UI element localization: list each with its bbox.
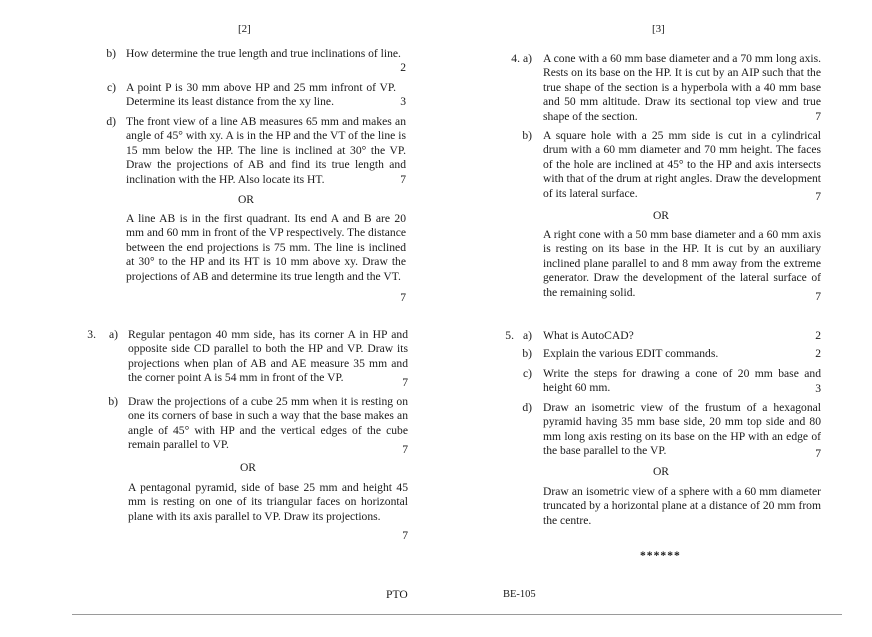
item-label: a) — [522, 52, 532, 65]
question-number: 5. — [505, 329, 514, 342]
or-separator: OR — [652, 465, 670, 478]
footer-paper-code: BE-105 — [503, 589, 536, 600]
item-label: b) — [108, 395, 118, 408]
item-text: Explain the various EDIT commands. — [543, 347, 719, 360]
or-separator: OR — [237, 193, 255, 206]
item-label: a) — [108, 328, 118, 341]
item-marks: 7 — [815, 447, 821, 460]
item-text: Draw the projections of a cube 25 mm when it is resting on one its corners of base in such a way that the base makes an angle of 45° with HP and the vertical edges of the cube remain parallel to VP. — [128, 395, 408, 452]
item-text: A point P is 30 mm above HP and 25 mm infront of VP. Determine its least distance from the xy line. — [126, 81, 396, 109]
item-label: a) — [522, 329, 532, 342]
item-marks: 7 — [402, 376, 408, 389]
end-marker: ****** — [640, 549, 681, 562]
item-marks: 2 — [815, 329, 821, 342]
item-label: b) — [106, 47, 116, 60]
item-marks: 7 — [402, 443, 408, 456]
item-text: Draw an isometric view of the frustum of a hexagonal pyramid having 35 mm base side, 20 mm top side and 80 mm long axis resting on its base on the HP with an edge of the base parallel to the VP. — [543, 401, 821, 458]
left-page-number: [2] — [238, 23, 251, 35]
item-label: d) — [106, 115, 116, 128]
question-number: 3. — [87, 328, 96, 341]
item-marks: 7 — [815, 290, 821, 303]
item-marks: 7 — [815, 110, 821, 123]
item-label: c) — [106, 81, 116, 94]
item-text: What is AutoCAD? — [543, 329, 634, 342]
item-text: Regular pentagon 40 mm side, has its corner A in HP and opposite side CD parallel to both the HP and VP. Draw its projections when plan of AB and AE measure 35 mm and the corner point A is 54 mm in front of the VP. — [128, 328, 408, 385]
item-label: b) — [522, 347, 532, 360]
bottom-rule — [72, 614, 842, 615]
item-text: Draw an isometric view of a sphere with a 60 mm diameter truncated by a horizontal plane at a distance of 20 mm from the centre. — [543, 485, 821, 527]
item-text: A square hole with a 25 mm side is cut in a cylindrical drum with a 60 mm diameter and 70 mm height. The faces of the hole are inclined at 45° to the HP and axis intersects with that of the drum at right angles. Draw the development of its lateral surface. — [543, 129, 821, 200]
item-marks: 2 — [815, 347, 821, 360]
item-label: b) — [522, 129, 532, 142]
item-marks: 7 — [400, 291, 406, 304]
item-text: A cone with a 60 mm base diameter and a 70 mm long axis. Rests on its base on the HP. It is cut by an AIP such that the true shape of the section is a hyperbola with a 40 mm base and 50 mm altitude. Draw its sectional top view and true shape of the section. — [543, 52, 821, 123]
question-number: 4. — [511, 52, 520, 65]
item-label: d) — [522, 401, 532, 414]
or-separator: OR — [239, 461, 257, 474]
item-text: How determine the true length and true inclinations of line. — [126, 47, 401, 60]
item-marks: 2 — [400, 61, 406, 74]
footer-pto: PTO — [386, 588, 408, 601]
item-label: c) — [522, 367, 532, 380]
item-text: A pentagonal pyramid, side of base 25 mm and height 45 mm is resting on one of its triangular faces on horizontal plane with its axis parallel to VP. Draw its projections. — [128, 481, 408, 523]
item-marks: 3 — [815, 382, 821, 395]
item-marks: 7 — [400, 173, 406, 186]
item-marks: 7 — [402, 529, 408, 542]
or-separator: OR — [652, 209, 670, 222]
right-page-number: [3] — [652, 23, 665, 35]
item-marks: 7 — [815, 190, 821, 203]
item-text: The front view of a line AB measures 65 mm and makes an angle of 45° with xy. A is in the HP and the VT of the line is 15 mm below the HP. The line is inclined at 30° the VP. Draw the projections of AB and find its true length and inclination with the HP. Also locate its HT. — [126, 115, 406, 186]
item-text: A right cone with a 50 mm base diameter and a 60 mm axis is resting on its base in the HP. It is cut by an auxiliary inclined plane parallel to and 8 mm away from the extreme generator. Draw the development of the lateral surface of the remaining solid. — [543, 228, 821, 299]
item-marks: 3 — [400, 95, 406, 108]
item-text: Write the steps for drawing a cone of 20 mm base and height 60 mm. — [543, 367, 821, 395]
item-text: A line AB is in the first quadrant. Its end A and B are 20 mm and 60 mm in front of the VP respectively. The distance between the end projections is 75 mm. The line is inclined at 30° to the HP and its HT is 10 mm above xy. Draw the projections of AB and determine its true length and the VT. — [126, 212, 406, 283]
